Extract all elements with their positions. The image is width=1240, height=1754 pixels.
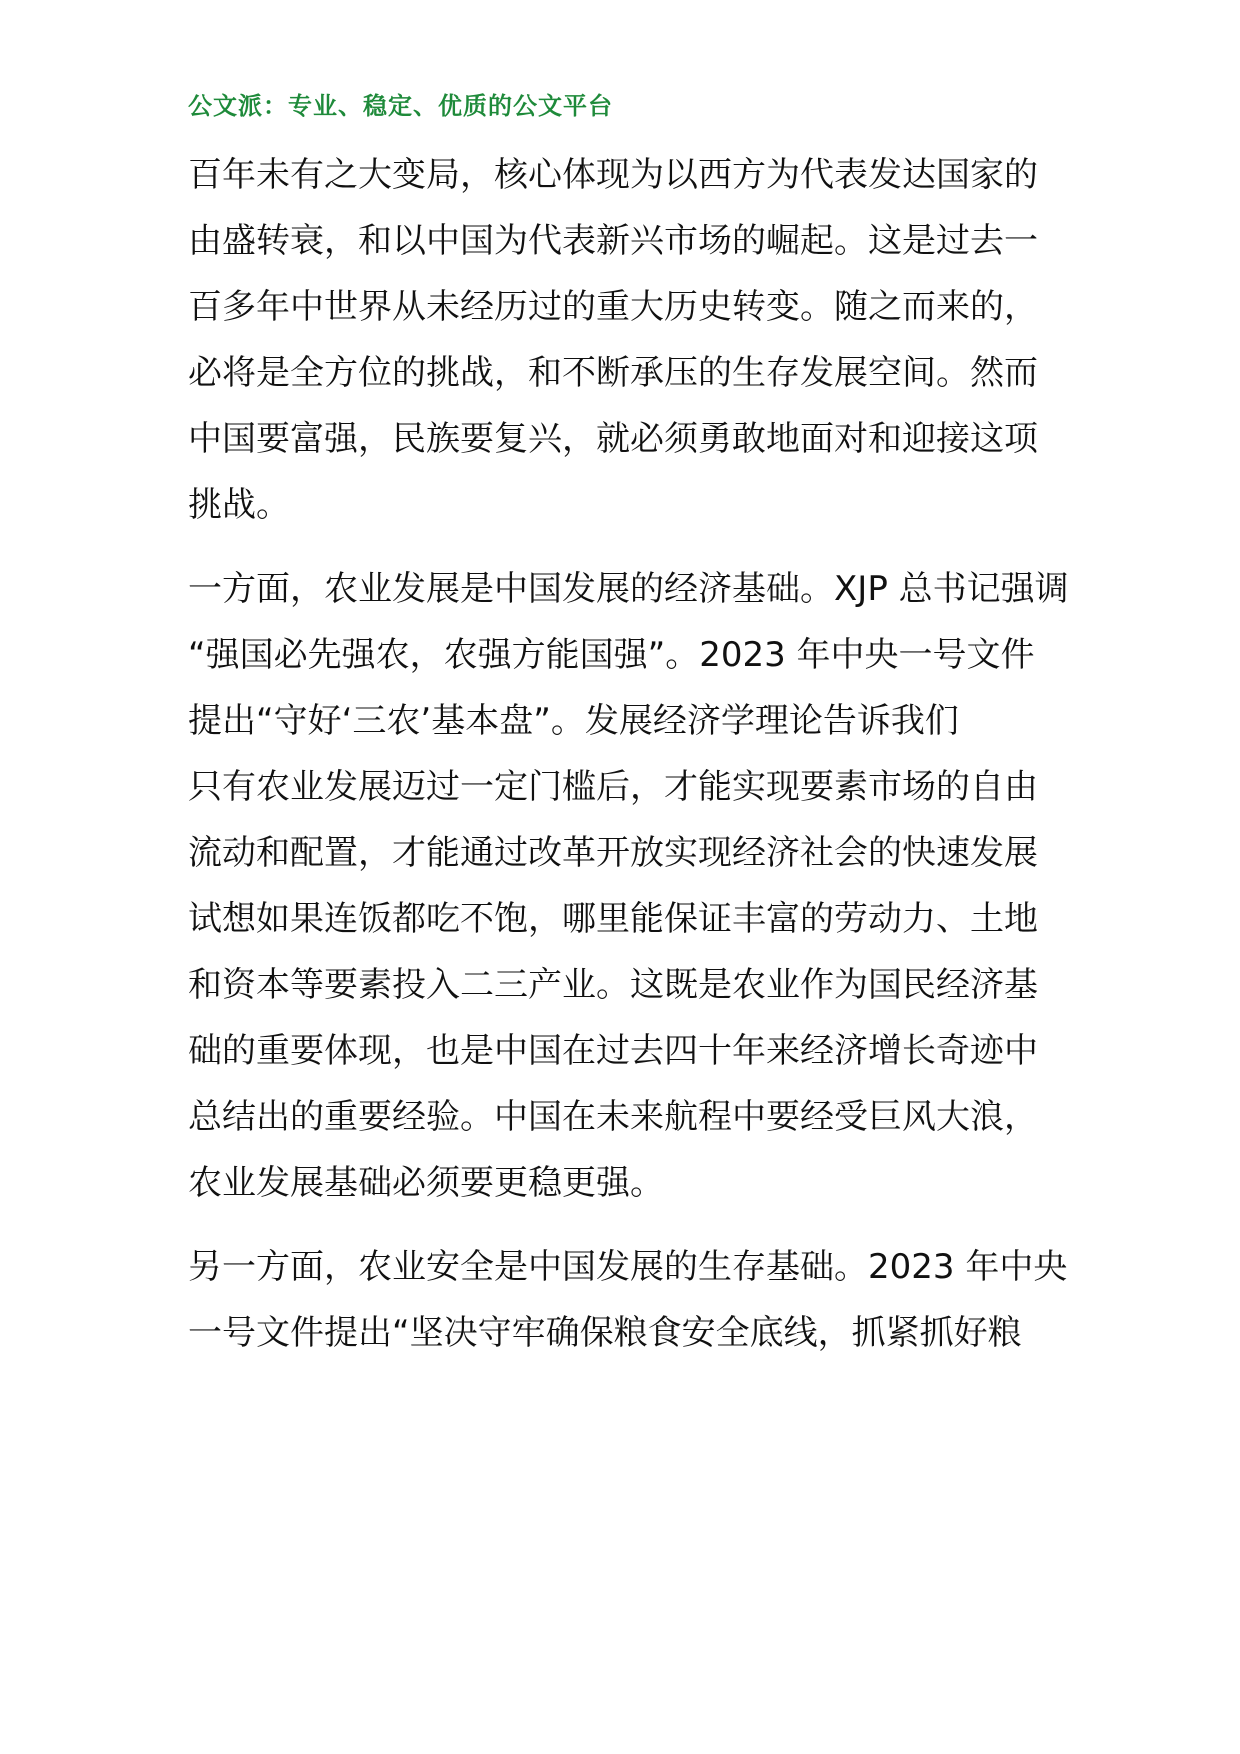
paragraph-line: 百多年中世界从未经历过的重大历史转变。随之而来的， xyxy=(188,287,1038,327)
paragraph-line: 一号文件提出“坚决守牢确保粮食安全底线，抓紧抓好粮 xyxy=(188,1313,1022,1353)
paragraph-line: 提出“守好‘三农’基本盘”。发展经济学理论告诉我们 xyxy=(188,701,959,741)
paragraph-line: 农业发展基础必须要更稳更强。 xyxy=(188,1163,664,1203)
paragraph-line: 中国要富强，民族要复兴，就必须勇敢地面对和迎接这项 xyxy=(188,419,1038,459)
paragraph-line: 由盛转衰，和以中国为代表新兴市场的崛起。这是过去一 xyxy=(188,221,1038,261)
paragraph-line: 试想如果连饭都吃不饱，哪里能保证丰富的劳动力、土地 xyxy=(188,899,1038,939)
paragraph-line: 总结出的重要经验。中国在未来航程中要经受巨风大浪， xyxy=(188,1097,1038,1137)
paragraph-line: 一方面，农业发展是中国发展的经济基础。XJP 总书记强调 xyxy=(188,569,1069,609)
paragraph-line: 百年未有之大变局，核心体现为以西方为代表发达国家的 xyxy=(188,155,1038,195)
paragraph-line: 流动和配置，才能通过改革开放实现经济社会的快速发展 xyxy=(188,833,1038,873)
paragraph-line: 和资本等要素投入二三产业。这既是农业作为国民经济基 xyxy=(188,965,1038,1005)
paragraph-line: 必将是全方位的挑战，和不断承压的生存发展空间。然而 xyxy=(188,353,1038,393)
paragraph-line: 础的重要体现，也是中国在过去四十年来经济增长奇迹中 xyxy=(188,1031,1038,1071)
paragraph-line: 只有农业发展迈过一定门槛后，才能实现要素市场的自由 xyxy=(188,767,1038,807)
paragraph-line: “强国必先强农，农强方能国强”。2023 年中央一号文件 xyxy=(188,635,1035,675)
paragraph-line: 另一方面，农业安全是中国发展的生存基础。2023 年中央 xyxy=(188,1247,1068,1287)
site-banner: 公文派：专业、稳定、优质的公文平台 xyxy=(188,92,613,120)
paragraph-line: 挑战。 xyxy=(188,485,290,525)
